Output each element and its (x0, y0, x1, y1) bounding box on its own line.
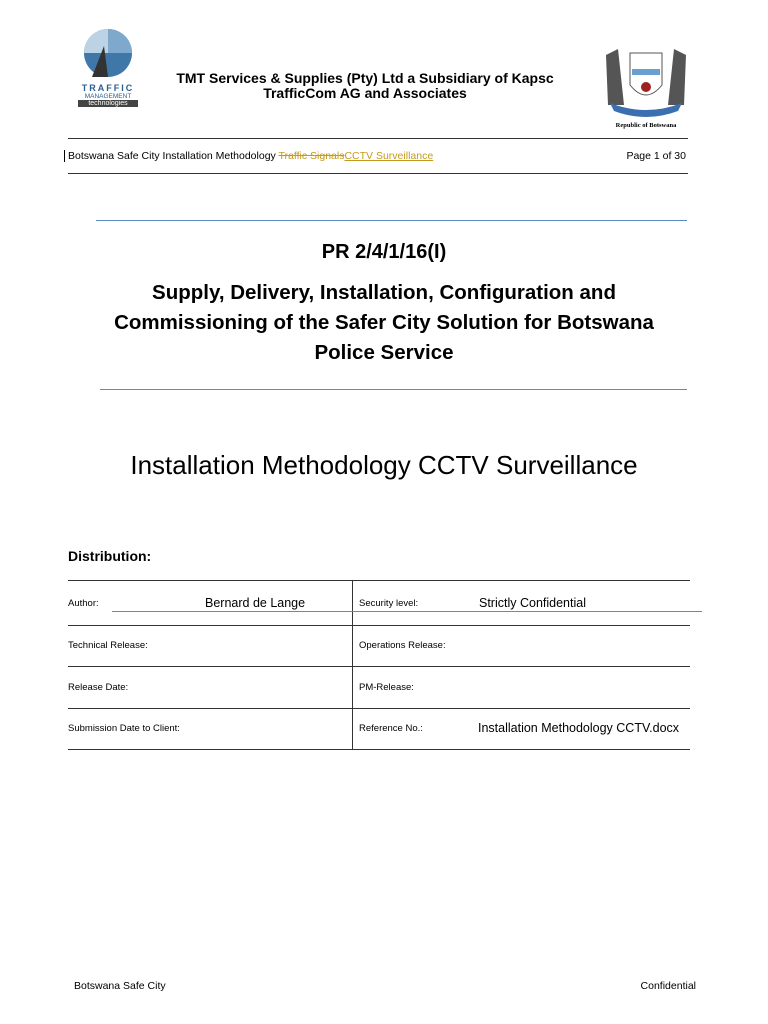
author-value[interactable]: Bernard de Lange (205, 596, 306, 610)
author-label: Author: (68, 598, 99, 609)
release-date-label: Release Date: (68, 682, 129, 693)
company-name-line1: TMT Services & Supplies (Pty) Ltd a Subsidiary of Kapsc (176, 70, 554, 86)
pm-release-label: PM-Release: (359, 682, 414, 693)
project-title-line3: Police Service (314, 341, 454, 364)
revision-deleted-text: Traffic Signals (278, 150, 345, 162)
reference-no-value[interactable]: Installation Methodology CCTV.docx (478, 721, 680, 735)
header-rule (68, 138, 688, 139)
security-level-value[interactable]: Strictly Confidential (479, 596, 586, 610)
title-rule-bottom (100, 389, 687, 390)
footer-right: Confidential (640, 980, 696, 992)
running-header (64, 150, 433, 162)
project-reference: PR 2/4/1/16(I) (321, 241, 447, 263)
logo-traffic: TRAFFIC (81, 83, 135, 93)
document-title: Installation Methodology CCTV Surveillance (130, 450, 638, 480)
title-rule-top (96, 220, 687, 221)
logo-technologies: technologies (78, 100, 138, 107)
crest-caption: Republic of Botswana (615, 122, 677, 129)
project-title-line2: Commissioning of the Safer City Solution for Botswana (114, 311, 654, 334)
project-title (0, 278, 768, 368)
page-number: Page 1 of 30 (626, 150, 686, 162)
operations-release-label: Operations Release: (359, 640, 446, 651)
submission-date-label: Submission Date to Client: (68, 723, 180, 734)
aperture-icon (78, 28, 138, 78)
company-logo (78, 28, 138, 106)
distribution-heading: Distribution: (68, 548, 152, 564)
botswana-coat-of-arms (598, 45, 694, 127)
header-rule-bottom (68, 173, 688, 174)
revision-inserted-text: CCTV Surveillance (344, 150, 434, 162)
project-title-line1: Supply, Delivery, Installation, Configuration and (152, 281, 616, 304)
technical-release-label: Technical Release: (68, 640, 148, 651)
logo-management: MANAGEMENT (84, 93, 132, 100)
running-title: Botswana Safe City Installation Methodology (64, 150, 279, 162)
footer-left: Botswana Safe City (74, 980, 166, 992)
distribution-table (68, 580, 690, 750)
security-level-label: Security level: (359, 598, 419, 609)
reference-no-label: Reference No.: (359, 723, 423, 734)
company-name-line2: TrafficCom AG and Associates (263, 85, 467, 101)
